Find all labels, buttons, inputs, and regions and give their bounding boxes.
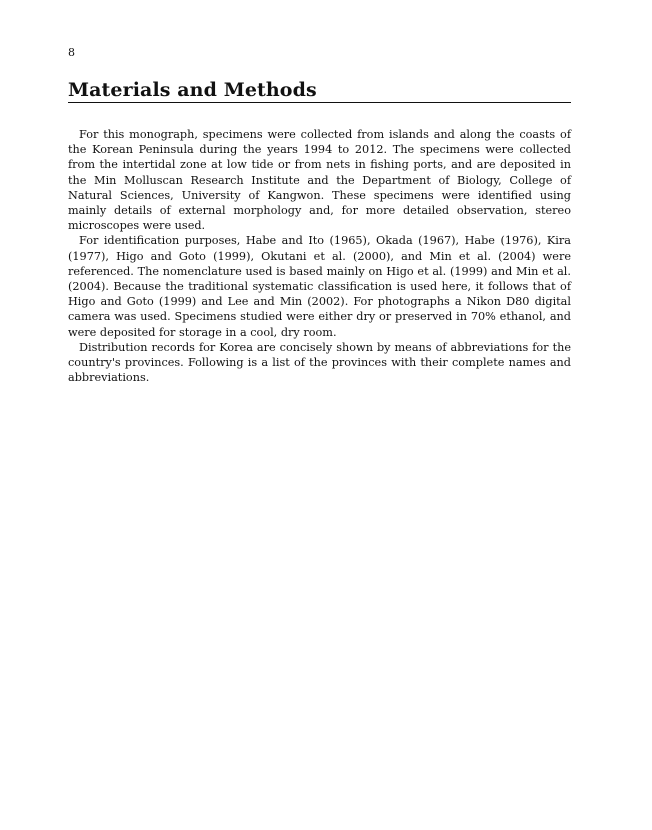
paragraph-2: For identification purposes, Habe and Ito (1965), Okada (1967), Habe (1976), Kira (1977), Higo and Goto (1999), Okutani et al. (2000), and Min et al. (2004) were referenced. The nomenclature used is based mainly on Higo et al. (1999) and Min et al. (2004). Because the traditional systematic classification is used here, it follows that of Higo and Goto (1999) and Lee and Min (2002). For photographs a Nikon D80 digital camera was used. Specimens studied were either dry or preserved in 70% ethanol, and were deposited for storage in a cool, dry room.	[68, 234, 571, 339]
paragraph-1: For this monograph, specimens were collected from islands and along the coasts of the Korean Peninsula during the years 1994 to 2012. The specimens were collected from the intertidal zone at low tide or from nets in fishing ports, and are deposited in the Min Molluscan Research Institute and the Department of Biology, College of Natural Sciences, University of Kangwon. These specimens were identified using mainly details of external morphology and, for more detailed observation, stereo microscopes were used.	[68, 128, 571, 233]
page-number: 8	[68, 46, 75, 59]
paragraph-3: Distribution records for Korea are concisely shown by means of abbreviations for the country's provinces. Following is a list of the provinces with their complete names and abbreviations.	[68, 340, 571, 385]
body-text	[68, 127, 571, 385]
title-underline	[68, 102, 571, 103]
section-title: Materials and Methods	[68, 79, 317, 101]
